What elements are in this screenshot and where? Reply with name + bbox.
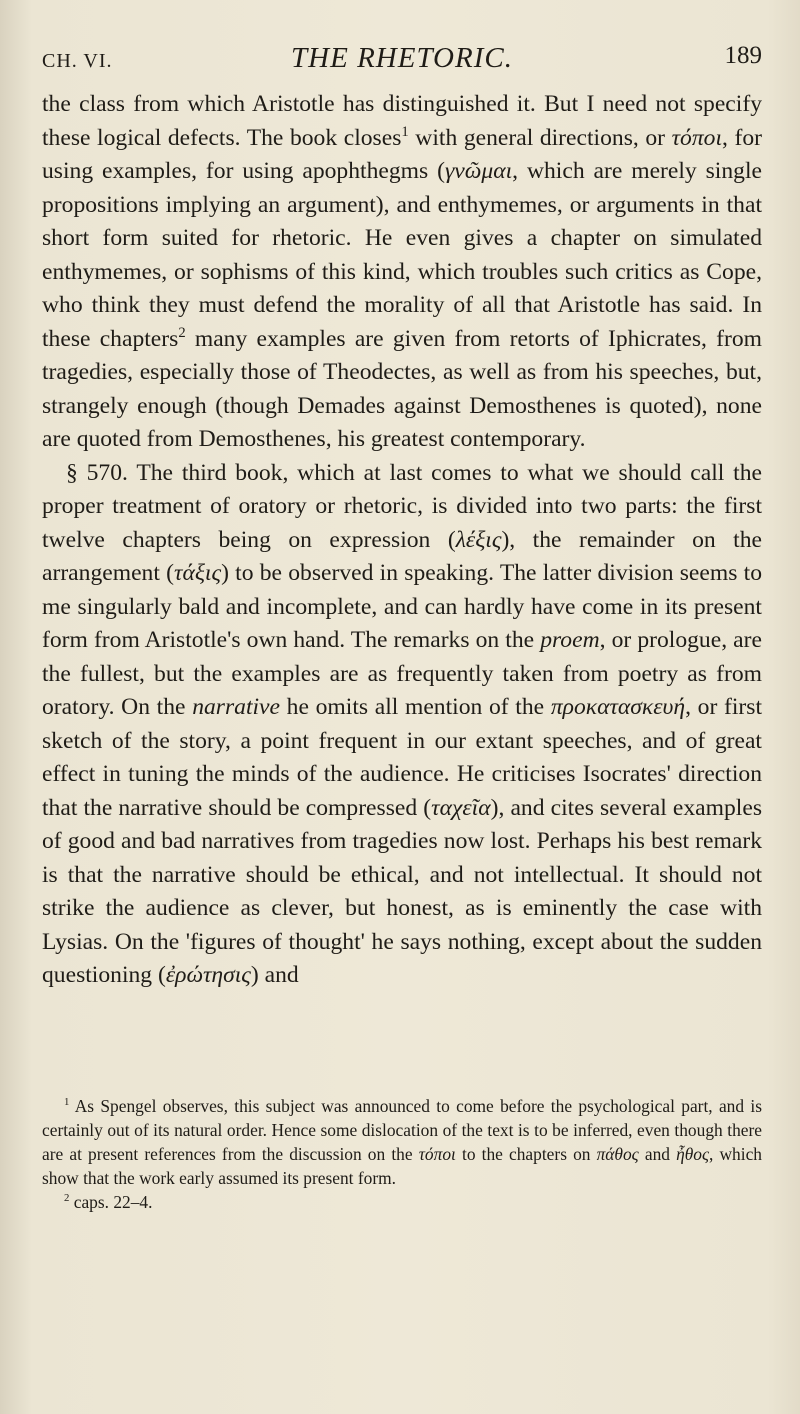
paragraph-text: with general directions, or xyxy=(408,124,672,151)
greek-term: τάξις xyxy=(174,560,222,586)
paragraph-text: , for using examples, for using apophthegms ( xyxy=(42,124,763,184)
footnote-1 xyxy=(42,1094,762,1190)
greek-term: ταχεῖα xyxy=(431,794,491,821)
paragraph-text: § 570. The third book, which at last comes to what we should call the proper treatment of oratory or rhetoric, is divided into two parts: the first twelve chapters being on expression ( xyxy=(42,459,762,553)
paragraph-2 xyxy=(42,457,762,993)
footnote-number: 2 xyxy=(64,1192,70,1205)
body-text xyxy=(42,88,762,993)
greek-term: λέξις xyxy=(455,526,502,553)
greek-term: πάθος xyxy=(596,1144,639,1164)
greek-term: τόποι xyxy=(671,124,723,151)
paragraph-1 xyxy=(42,88,762,457)
greek-term: γνῶμαι xyxy=(444,158,513,184)
greek-term: προκατασκευή xyxy=(550,694,686,720)
paragraph-text: the class from which Aristotle has distinguished it. But I need not specify these logical defects. The book closes xyxy=(42,91,762,151)
paragraph-text: ) to be observed in speaking. The latter division seems to me singularly bald and incomplete, and can hardly have come in its present form from Aristotle's own hand. The remarks on the xyxy=(42,560,762,653)
greek-term: τόποι xyxy=(418,1144,456,1164)
running-head xyxy=(42,30,762,74)
paragraph-text: , which are merely single propositions implying an argument), and enthymemes, or arguments in that short form suited for rhetoric. He even gives a chapter on simulated enthymemes, or sophisms of this kind, which troubles such critics as Cope, who think they must defend the morality of all that Aristotle has said. In these chapters xyxy=(42,158,762,352)
footnote-text: and xyxy=(638,1144,677,1164)
page-title: THE RHETORIC. xyxy=(291,42,513,74)
footnote-text: , which show that the work early assumed its present form. xyxy=(42,1144,762,1188)
greek-term: ἦθος xyxy=(676,1144,710,1164)
footnote-text: As Spengel observes, this subject was announced to come before the psychological part, and is certainly out of its natural order. Hence some dislocation of the text is to be inferred, even though there are at present references from the discussion on the xyxy=(42,1096,762,1164)
paragraph-text: ), the remainder on the arrangement ( xyxy=(42,526,762,586)
footnote-ref-1: 1 xyxy=(401,123,409,140)
footnote-text: caps. 22–4. xyxy=(69,1192,153,1212)
paragraph-text: he omits all mention of the xyxy=(280,694,551,720)
chapter-label: CH. VI. xyxy=(42,50,113,72)
page-number: 189 xyxy=(724,42,762,69)
italic-term: proem xyxy=(540,627,600,653)
footnote-2 xyxy=(42,1190,762,1214)
paragraph-text: , or prologue, are the fullest, but the examples are as frequently taken from poetry as from oratory. On the xyxy=(42,627,762,720)
paragraph-text: many examples are given from retorts of Iphicrates, from tragedies, especially those of Theodectes, as well as from his speeches, but, strangely enough (though Demades against Demosthenes is quoted), none are quoted from Demosthenes, his greatest contemporary. xyxy=(42,325,762,452)
paragraph-text: , or first sketch of the story, a point frequent in our extant speeches, and of great effect in tuning the minds of the audience. He criticises Isocrates' direction that the narrative should be compressed ( xyxy=(42,694,762,821)
footnote-number: 1 xyxy=(64,1096,70,1109)
italic-term: narrative xyxy=(192,694,280,720)
paragraph-text: ) and xyxy=(250,962,299,988)
greek-term: ἐρώτησις xyxy=(165,962,251,988)
footnote-ref-2: 2 xyxy=(178,324,186,341)
footnote-text: to the chapters on xyxy=(455,1144,597,1164)
paragraph-text: ), and cites several examples of good and bad narratives from tragedies now lost. Perhaps his best remark is that the narrative should be ethical, and not intellectual. It should not strike the audience as clever, but honest, as is eminently the case with Lysias. On the 'figures of thought' he says nothing, except about the sudden questioning ( xyxy=(42,794,763,988)
footnotes xyxy=(42,1094,762,1214)
